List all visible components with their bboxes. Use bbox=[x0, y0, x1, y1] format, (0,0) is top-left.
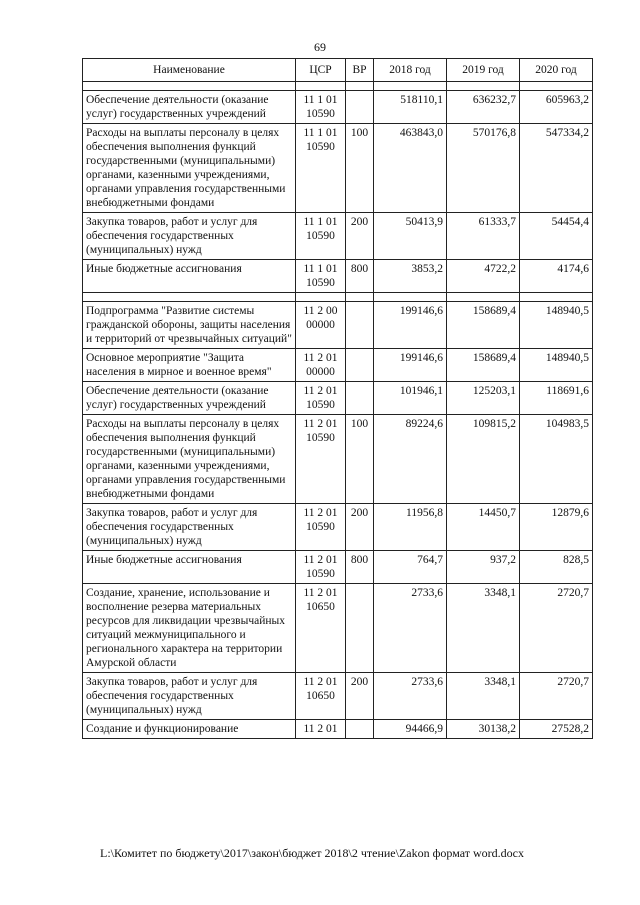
table-row bbox=[83, 302, 593, 349]
table-row bbox=[83, 504, 593, 551]
row-name: Иные бюджетные ассигнования bbox=[83, 260, 296, 293]
row-2019: 3348,1 bbox=[447, 584, 520, 673]
table-row bbox=[83, 584, 593, 673]
row-vr: 200 bbox=[346, 673, 374, 720]
row-2020: 828,5 bbox=[520, 551, 593, 584]
table-row bbox=[83, 124, 593, 213]
row-2018: 101946,1 bbox=[374, 382, 447, 415]
row-2018: 518110,1 bbox=[374, 91, 447, 124]
row-csr: 11 2 01 10590 bbox=[296, 551, 346, 584]
row-2020: 27528,2 bbox=[520, 720, 593, 739]
row-2020: 2720,7 bbox=[520, 584, 593, 673]
row-vr bbox=[346, 91, 374, 124]
row-2018: 764,7 bbox=[374, 551, 447, 584]
row-2020: 104983,5 bbox=[520, 415, 593, 504]
row-2020: 148940,5 bbox=[520, 349, 593, 382]
row-name: Закупка товаров, работ и услуг для обеспечения государственных (муниципальных) нужд bbox=[83, 213, 296, 260]
row-2020: 148940,5 bbox=[520, 302, 593, 349]
table-row bbox=[83, 551, 593, 584]
row-2019: 14450,7 bbox=[447, 504, 520, 551]
row-vr bbox=[346, 382, 374, 415]
row-vr: 100 bbox=[346, 124, 374, 213]
table-row bbox=[83, 415, 593, 504]
table-row bbox=[83, 260, 593, 293]
row-name: Основное мероприятие "Защита населения в мирное и военное время" bbox=[83, 349, 296, 382]
row-2018: 89224,6 bbox=[374, 415, 447, 504]
row-2018: 3853,2 bbox=[374, 260, 447, 293]
spacer-row bbox=[83, 293, 593, 302]
row-2018: 2733,6 bbox=[374, 673, 447, 720]
row-2019: 3348,1 bbox=[447, 673, 520, 720]
row-2019: 61333,7 bbox=[447, 213, 520, 260]
row-2019: 636232,7 bbox=[447, 91, 520, 124]
table-row bbox=[83, 673, 593, 720]
row-name: Обеспечение деятельности (оказание услуг) государственных учреждений bbox=[83, 382, 296, 415]
row-2020: 2720,7 bbox=[520, 673, 593, 720]
row-name: Обеспечение деятельности (оказание услуг) государственных учреждений bbox=[83, 91, 296, 124]
row-2018: 50413,9 bbox=[374, 213, 447, 260]
row-name: Иные бюджетные ассигнования bbox=[83, 551, 296, 584]
header-csr: ЦСР bbox=[296, 59, 346, 82]
row-2019: 125203,1 bbox=[447, 382, 520, 415]
row-2019: 109815,2 bbox=[447, 415, 520, 504]
page-number: 69 bbox=[314, 40, 326, 54]
table-row bbox=[83, 349, 593, 382]
row-csr: 11 2 01 bbox=[296, 720, 346, 739]
row-2020: 118691,6 bbox=[520, 382, 593, 415]
row-csr: 11 2 01 10590 bbox=[296, 382, 346, 415]
row-csr: 11 1 01 10590 bbox=[296, 260, 346, 293]
row-name: Расходы на выплаты персоналу в целях обеспечения выполнения функций государственными (муниципальными) органами, казенными учреждениями, органами управления государственными внебюджетными фондами bbox=[83, 124, 296, 213]
row-csr: 11 2 01 10590 bbox=[296, 504, 346, 551]
row-name: Создание, хранение, использование и восполнение резерва материальных ресурсов для ликвидации чрезвычайных ситуаций межмуниципального и регионального характера на территории Амурской области bbox=[83, 584, 296, 673]
row-2019: 158689,4 bbox=[447, 302, 520, 349]
row-2019: 158689,4 bbox=[447, 349, 520, 382]
table-header-row bbox=[83, 59, 593, 82]
header-name: Наименование bbox=[83, 59, 296, 82]
row-2018: 463843,0 bbox=[374, 124, 447, 213]
row-2019: 4722,2 bbox=[447, 260, 520, 293]
row-name: Закупка товаров, работ и услуг для обеспечения государственных (муниципальных) нужд bbox=[83, 673, 296, 720]
row-csr: 11 2 01 10650 bbox=[296, 584, 346, 673]
row-2019: 30138,2 bbox=[447, 720, 520, 739]
budget-table bbox=[82, 58, 593, 739]
row-name: Подпрограмма "Развитие системы гражданской обороны, защиты населения и территорий от чрезвычайных ситуаций" bbox=[83, 302, 296, 349]
row-csr: 11 2 00 00000 bbox=[296, 302, 346, 349]
row-vr bbox=[346, 584, 374, 673]
row-vr bbox=[346, 302, 374, 349]
row-2018: 199146,6 bbox=[374, 302, 447, 349]
row-csr: 11 2 01 10590 bbox=[296, 415, 346, 504]
header-2018: 2018 год bbox=[374, 59, 447, 82]
row-vr bbox=[346, 349, 374, 382]
table-row bbox=[83, 720, 593, 739]
row-name: Создание и функционирование bbox=[83, 720, 296, 739]
row-vr: 100 bbox=[346, 415, 374, 504]
row-2018: 11956,8 bbox=[374, 504, 447, 551]
table-row bbox=[83, 91, 593, 124]
row-vr: 200 bbox=[346, 213, 374, 260]
header-2020: 2020 год bbox=[520, 59, 593, 82]
row-name: Расходы на выплаты персоналу в целях обеспечения выполнения функций государственными (муниципальными) органами, казенными учреждениями, органами управления государственными внебюджетными фондами bbox=[83, 415, 296, 504]
row-2019: 937,2 bbox=[447, 551, 520, 584]
row-2020: 54454,4 bbox=[520, 213, 593, 260]
row-2018: 2733,6 bbox=[374, 584, 447, 673]
row-2019: 570176,8 bbox=[447, 124, 520, 213]
row-2020: 4174,6 bbox=[520, 260, 593, 293]
row-name: Закупка товаров, работ и услуг для обеспечения государственных (муниципальных) нужд bbox=[83, 504, 296, 551]
table-row bbox=[83, 213, 593, 260]
row-csr: 11 1 01 10590 bbox=[296, 91, 346, 124]
row-2020: 605963,2 bbox=[520, 91, 593, 124]
row-csr: 11 2 01 00000 bbox=[296, 349, 346, 382]
row-vr: 800 bbox=[346, 260, 374, 293]
row-vr bbox=[346, 720, 374, 739]
row-2018: 199146,6 bbox=[374, 349, 447, 382]
footer-file-path: L:\Комитет по бюджету\2017\закон\бюджет 2018\2 чтение\Zakon формат word.docx bbox=[100, 846, 524, 860]
row-vr: 200 bbox=[346, 504, 374, 551]
row-vr: 800 bbox=[346, 551, 374, 584]
row-csr: 11 1 01 10590 bbox=[296, 124, 346, 213]
spacer-row bbox=[83, 82, 593, 91]
table-row bbox=[83, 382, 593, 415]
row-2020: 547334,2 bbox=[520, 124, 593, 213]
row-csr: 11 2 01 10650 bbox=[296, 673, 346, 720]
row-2020: 12879,6 bbox=[520, 504, 593, 551]
header-2019: 2019 год bbox=[447, 59, 520, 82]
header-vr: ВР bbox=[346, 59, 374, 82]
row-csr: 11 1 01 10590 bbox=[296, 213, 346, 260]
row-2018: 94466,9 bbox=[374, 720, 447, 739]
